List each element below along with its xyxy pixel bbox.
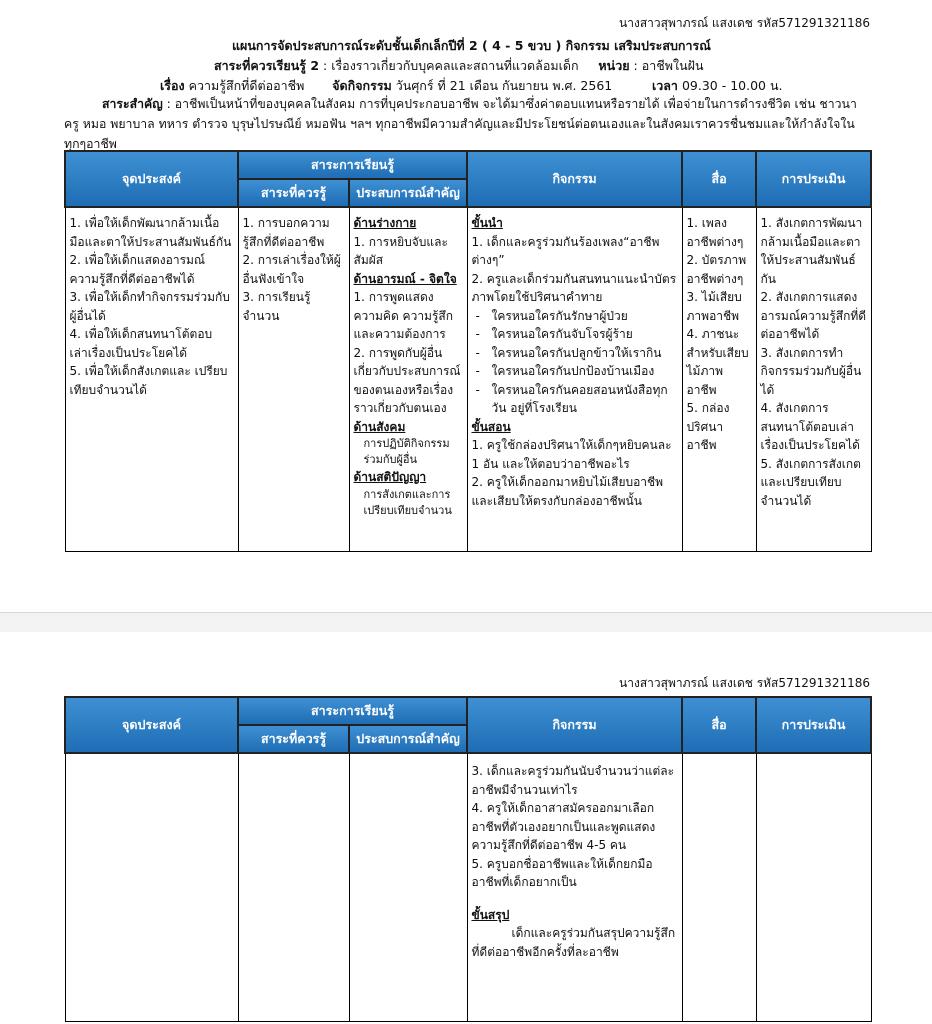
page-gap xyxy=(0,612,932,634)
topic-line xyxy=(160,76,782,96)
objective-item: 3. เพื่อให้เด็กทำกิจกรรมร่วมกับผู้อื่นได้ xyxy=(69,290,230,323)
experience-item: 2. การพูดกับผู้อื่นเกี่ยวกับประสบการณ์ของตนเองหรือเรื่องราวเกี่ยวกับตนเอง xyxy=(353,345,461,415)
content-should-cell xyxy=(238,207,349,551)
key-experience-cell xyxy=(349,753,467,1021)
evaluation-item: 5. สังเกตการสังเกตและเปรียบเทียบจำนวนได้ xyxy=(760,456,861,508)
evaluation-item: 1. สังเกตการพัฒนากล้ามเนื้อมือและตาให้ประสานสัมพันธ์กัน xyxy=(760,216,863,286)
media-item: 5. กล่องปริศนาอาชีพ xyxy=(686,401,730,452)
col-content-group-header: สาระการเรียนรู้ xyxy=(238,697,467,725)
sara-value: : เรื่องราวเกี่ยวกับบุคคลและสถานที่แวดล้อมเด็ก xyxy=(323,58,579,73)
experience-item: การปฏิบัติกิจกรรมร่วมกับผู้อื่น xyxy=(363,437,450,466)
objective-item: 5. เพื่อให้เด็กสังเกตและ เปรียบเทียบจำนวนได้ xyxy=(69,364,228,397)
col-key-experience-header: ประสบการณ์สำคัญ xyxy=(349,725,467,753)
riddle-item: - ใครหนอใครกันปลูกข้าวให้เรากิน xyxy=(472,344,678,363)
riddle-item: - ใครหนอใครกันคอยสอนหนังสือทุกวัน อยู่ที่โรงเรียน xyxy=(472,381,678,418)
social-title: ด้านสังคม xyxy=(353,419,406,434)
activity-item: 5. ครูบอกชื่ออาชีพและให้เด็กยกมืออาชีพที่เด็กอยากเป็น xyxy=(471,856,653,889)
col-evaluation-header: การประเมิน xyxy=(756,697,871,753)
summary-label: สาระสำคัญ xyxy=(102,97,163,111)
evaluation-cell xyxy=(756,207,871,551)
objectives-cell xyxy=(65,753,238,1021)
content-should-cell xyxy=(238,753,349,1021)
summary-text: เด็กและครูร่วมกันสรุปความรู้สึกที่ดีต่ออาชีพอีกครั้งที่ละอาชีพ xyxy=(471,926,676,959)
evaluation-cell xyxy=(756,753,871,1021)
summary-value: : อาชีพเป็นหน้าที่ของบุคคลในสังคม การที่บุคประกอบอาชีพ จะได้มาซึ่งค่าตอบแทนหรือรายได้ เพื่อจ่ายในการดำรงชีวิต เช่น ชาวนา ครู หมอ พยาบาล ทหาร ตำรวจ บุรุษไปรษณีย์ หมอฟัน ฯลฯ ทุกอาชีพมีความสำคัญและมีประโยชน์ต่อตนเองและในสังคมเราควรชื่นชมและให้กำลังใจในทุกๆอาชีพ xyxy=(64,97,857,151)
col-activity-header: กิจกรรม xyxy=(467,151,682,207)
col-media-header: สื่อ xyxy=(682,151,756,207)
spacer xyxy=(472,892,678,906)
plan-title: แผนการจัดประสบการณ์ระดับชั้นเด็กเล็กปีที่ 2 ( 4 - 5 ขวบ ) กิจกรรม เสริมประสบการณ์ xyxy=(232,38,711,53)
riddle-item: - ใครหนอใครกันปกป้องบ้านเมือง xyxy=(472,362,678,381)
experience-item: การสังเกตและการเปรียบเทียบจำนวน xyxy=(363,487,452,517)
col-objective-header: จุดประสงค์ xyxy=(65,151,238,207)
sara-line xyxy=(214,56,704,76)
summary-title: ขั้นสรุป xyxy=(471,907,510,922)
activity-cell xyxy=(467,207,682,551)
media-cell xyxy=(682,207,756,551)
objective-item: 1. เพื่อให้เด็กพัฒนากล้ามเนื้อมือและตาให้ประสานสัมพันธ์กัน xyxy=(69,216,232,249)
activity-item: 1. เด็กและครูร่วมกันร้องเพลง“อาชีพต่างๆ” xyxy=(471,234,660,267)
document-page-2 xyxy=(0,632,932,1024)
riddle-item: - ใครหนอใครกันรักษาผู้ป่วย xyxy=(472,307,678,326)
content-item: 2. การเล่าเรื่องให้ผู้อื่นฟังเข้าใจ xyxy=(242,253,341,286)
experience-item: 1. การหยิบจับและสัมผัส xyxy=(353,234,448,267)
activity-item: 2. ครูและเด็กร่วมกันสนทนาแนะนำบัตรภาพโดยใช้ปริศนาคำทาย xyxy=(471,271,677,304)
col-media-header: สื่อ xyxy=(682,697,756,753)
activity-item: 2. ครูให้เด็กออกมาหยิบไม้เสียบอาชีพและเสียบให้ตรงกับกล่องอาชีพนั้น xyxy=(471,475,664,508)
content-item: 3. การเรียนรู้จำนวน xyxy=(242,290,311,323)
activity-item: 4. ครูให้เด็กอาสาสมัครออกมาเลือกอาชีพที่ตัวเองอยากเป็นและพูดแสดงความรู้สึกที่ดีต่ออาชีพ 4-5 คน xyxy=(471,801,656,852)
media-item: 3. ไม้เสียบภาพอาชีพ xyxy=(686,290,742,323)
media-item: 1. เพลงอาชีพต่างๆ xyxy=(686,216,744,249)
plan-table-page-2 xyxy=(64,696,872,1022)
date-label: จัดกิจกรรม xyxy=(332,78,392,93)
experience-item: 1. การพูดแสดงความคิด ความรู้สึกและความต้องการ xyxy=(353,290,453,341)
activity-item: 1. ครูใช้กล่องปริศนาให้เด็กๆหยิบคนละ 1 อัน และให้ตอบว่าอาชีพอะไร xyxy=(471,438,672,471)
topic-label: เรื่อง xyxy=(160,78,185,93)
media-item: 4. ภาชนะสำหรับเสียบไม้ภาพอาชีพ xyxy=(686,327,749,397)
evaluation-item: 2. สังเกตการแสดงอารมณ์ความรู้สึกที่ดีต่ออาชีพได้ xyxy=(760,290,867,341)
summary-paragraph xyxy=(64,94,872,154)
riddle-item: - ใครหนอใครกันจับโจรผู้ร้าย xyxy=(472,325,678,344)
time-label: เวลา xyxy=(651,78,678,93)
objective-item: 4. เพื่อให้เด็กสนทนาโต้ตอบ เล่าเรื่องเป็นประโยคได้ xyxy=(69,327,213,360)
media-cell xyxy=(682,753,756,1021)
unit-label: หน่วย xyxy=(598,58,630,73)
plan-table-page-1 xyxy=(64,150,872,552)
content-item: 1. การบอกความรู้สึกที่ดีต่ออาชีพ xyxy=(242,216,330,249)
author-line: นางสาวสุพาภรณ์ แสงเดช รหัส571291321186 xyxy=(619,16,870,30)
evaluation-item: 4. สังเกตการสนทนาโต้ตอบเล่าเรื่องเป็นประโยคได้ xyxy=(760,401,860,452)
sara-label: สาระที่ควรเรียนรู้ 2 xyxy=(214,58,320,73)
teach-title: ขั้นสอน xyxy=(471,419,511,434)
physical-title: ด้านร่างกาย xyxy=(353,216,417,230)
col-activity-header: กิจกรรม xyxy=(467,697,682,753)
activity-cell xyxy=(467,753,682,1021)
col-content-should-header: สาระที่ควรรู้ xyxy=(238,179,349,207)
unit-value: : อาชีพในฝัน xyxy=(633,58,704,73)
intro-title: ขั้นนำ xyxy=(471,216,503,230)
col-content-should-header: สาระที่ควรรู้ xyxy=(238,725,349,753)
col-content-group-header: สาระการเรียนรู้ xyxy=(238,151,467,179)
media-item: 2. บัตรภาพอาชีพต่างๆ xyxy=(686,253,747,286)
author-line: นางสาวสุพาภรณ์ แสงเดช รหัส571291321186 xyxy=(619,676,870,690)
activity-item: 3. เด็กและครูร่วมกันนับจำนวนว่าแต่ละอาชีพมีจำนวนเท่าไร xyxy=(471,764,675,797)
topic-value: ความรู้สึกที่ดีต่ออาชีพ xyxy=(188,78,305,93)
intellect-title: ด้านสติปัญญา xyxy=(353,470,427,484)
col-objective-header: จุดประสงค์ xyxy=(65,697,238,753)
col-evaluation-header: การประเมิน xyxy=(756,151,871,207)
objective-item: 2. เพื่อให้เด็กแสดงอารมณ์ความรู้สึกที่ดีต่ออาชีพได้ xyxy=(69,253,206,286)
objectives-cell xyxy=(65,207,238,551)
date-value: วันศุกร์ ที่ 21 เดือน กันยายน พ.ศ. 2561 xyxy=(395,78,613,93)
time-value: 09.30 - 10.00 น. xyxy=(681,78,783,93)
col-key-experience-header: ประสบการณ์สำคัญ xyxy=(349,179,467,207)
evaluation-item: 3. สังเกตการทำกิจกรรมร่วมกับผู้อื่นได้ xyxy=(760,345,862,397)
emotional-title: ด้านอารมณ์ - จิตใจ xyxy=(353,271,457,286)
key-experience-cell xyxy=(349,207,467,551)
